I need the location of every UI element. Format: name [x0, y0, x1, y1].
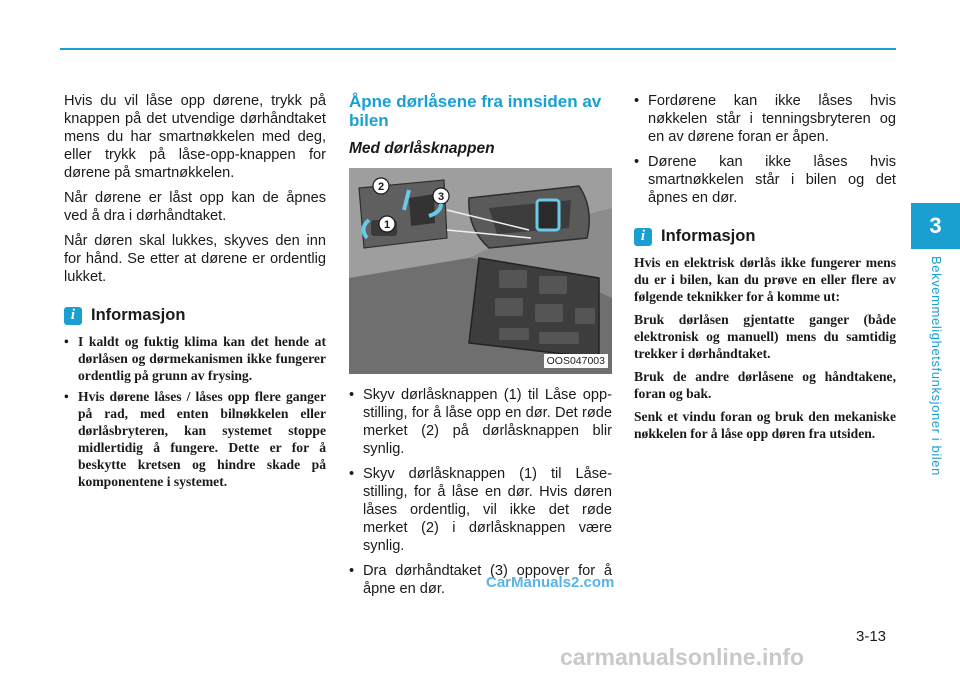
paragraph: Når døren skal lukkes, skyves den inn for hånd. Se etter at dørene er ordentlig lukket. [64, 233, 326, 285]
info-paragraph: Bruk de andre dørlåsene og håndtakene, foran og bak. [634, 369, 896, 401]
page-number: 3-13 [856, 628, 887, 645]
info-title: Informasjon [91, 306, 186, 324]
door-lock-figure [349, 168, 612, 374]
watermark-link[interactable]: CarManuals2.com [486, 574, 615, 591]
info-header [64, 306, 326, 325]
info-paragraph: Hvis en elektrisk dørlås ikke fungerer mens du er i bilen, kan du prøve en eller flere av følgende teknikker for å komme ut: [634, 255, 896, 304]
info-title: Informasjon [661, 227, 756, 245]
paragraph: Når dørene er låst opp kan de åpnes ved å dra i dørhåndtaket. [64, 190, 326, 224]
column-middle [349, 92, 615, 605]
instruction-item: • Dra dørhåndtaket (3) oppover for å åpne en dør. [349, 562, 612, 598]
instruction-item: • Skyv dørlåsknappen (1) til Låse- stilling, for å låse en dør. Hvis døren låses ordentlig, vil ikke det røde merket (2) i dørlåsknappen være synlig. [349, 465, 612, 555]
info-paragraph: Bruk dørlåsen gjentatte ganger (både elektronisk og manuell) mens du samtidig trekker i dørhåndtaket. [634, 312, 896, 361]
info-icon: i [634, 228, 652, 246]
instruction-list [349, 386, 615, 598]
info-header [634, 227, 896, 246]
callout-2-label: 2 [377, 181, 385, 193]
subsection-title: Med dørlåsknappen [349, 140, 495, 157]
note-item: • Dørene kan ikke låses hvis smartnøkkelen står i bilen og det åpnes en dør. [634, 153, 896, 207]
info-paragraph: Senk et vindu foran og bruk den mekaniske nøkkelen for å låse opp døren fra utsiden. [634, 409, 896, 441]
instruction-item: • Skyv dørlåsknappen (1) til Låse opp- stilling, for å låse opp en dør. Det røde merket (2) på dørlåsknappen blir synlig. [349, 386, 612, 458]
watermark-footer: carmanualsonline.info [560, 644, 805, 670]
column-right [634, 92, 896, 448]
chapter-side-title: Bekvemmelighetsfunksjoner i bilen [929, 256, 944, 476]
paragraph: Hvis du vil låse opp dørene, trykk på knappen på det utvendige dørhåndtaket mens du har smartnøkkelen med deg, eller trykk på låse-opp-knappen for dørene på smartnøkkelen. [64, 93, 326, 181]
chapter-tab: 3 [911, 203, 960, 249]
callout-1-label: 1 [383, 219, 391, 231]
note-list [634, 92, 896, 207]
section-title: Åpne dørlåsene fra innsiden av bilen [349, 92, 602, 130]
callout-3-label: 3 [437, 191, 445, 203]
door-panel-illustration [349, 168, 612, 374]
info-list [64, 333, 326, 490]
figure-code: OOS047003 [544, 354, 608, 368]
info-icon: i [64, 307, 82, 325]
info-item: • Hvis dørene låses / låses opp flere ganger på rad, med enten bilnøkkelen eller dørlåsbryteren, kan systemet stoppe midlertidig å fungere. Dette er for å beskytte kretsen og hindre skade på komponentene i systemet. [64, 388, 326, 490]
top-rule [60, 48, 896, 50]
column-left [64, 92, 326, 494]
info-item: • I kaldt og fuktig klima kan det hende at dørlåsen og dørmekanismen ikke fungerer ordentlig på grunn av frysing. [64, 333, 326, 384]
note-item: • Fordørene kan ikke låses hvis nøkkelen står i tenningsbryteren og en av dørene foran er åpen. [634, 92, 896, 146]
